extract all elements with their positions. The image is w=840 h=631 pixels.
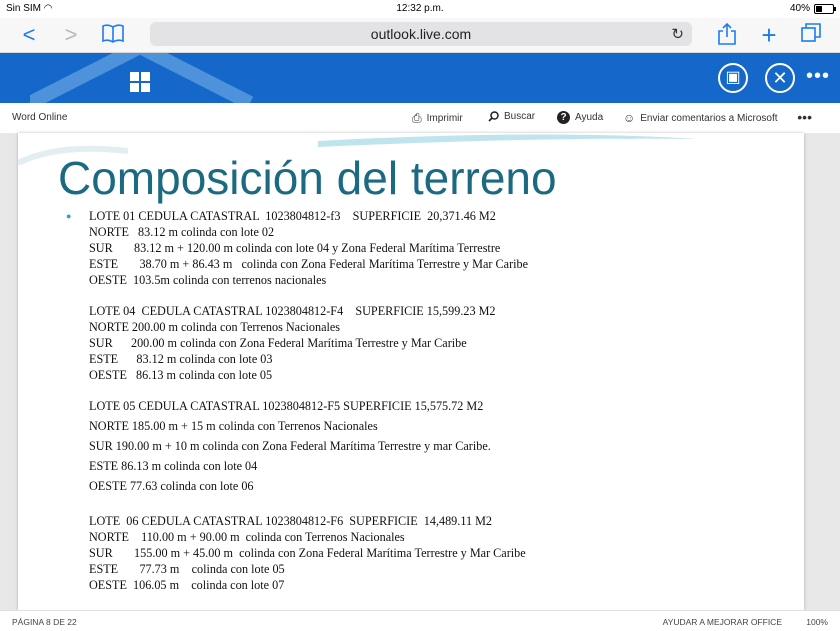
forward-button[interactable]: >	[64, 22, 78, 47]
reading-view-button[interactable]	[718, 63, 748, 93]
lot-description-line: ESTE 38.70 m + 86.43 m colinda con Zona Federal Marítima Terrestre y Mar Caribe	[89, 257, 529, 271]
share-icon	[717, 22, 737, 46]
battery-percent: 40%	[789, 3, 810, 14]
bullet-icon: ●	[66, 211, 72, 221]
lot-description-line: LOTE 05 CEDULA CATASTRAL 1023804812-F5 SUPERFICIE 15,575.72 M2	[89, 399, 484, 413]
smiley-icon: ☺	[623, 111, 636, 125]
lot-description-line: OESTE 86.13 m colinda con lote 05	[89, 368, 273, 382]
word-ribbon	[0, 103, 840, 133]
lot-description-line: ESTE 83.12 m colinda con lote 03	[89, 352, 273, 366]
printer-icon: ⎙	[412, 111, 422, 125]
back-button[interactable]: <	[22, 22, 36, 47]
battery-status	[790, 3, 834, 14]
lot-description-line: OESTE 77.63 colinda con lote 06	[89, 479, 254, 493]
status-footer	[0, 610, 840, 631]
lot-description-line: SUR 200.00 m colinda con Zona Federal Marítima Terrestre y Mar Caribe	[89, 336, 467, 350]
reload-icon[interactable]: ↻	[671, 26, 684, 43]
lot-description-line: NORTE 185.00 m + 15 m colinda con Terrenos Nacionales	[89, 419, 378, 433]
improve-office-link[interactable]: AYUDAR A MEJORAR OFFICE	[662, 617, 782, 627]
reading-view-icon: ▣	[725, 69, 741, 86]
plus-icon: +	[761, 20, 777, 50]
share-button[interactable]	[714, 22, 740, 48]
search-icon	[488, 111, 499, 122]
lot-description-line: LOTE 01 CEDULA CATASTRAL 1023804812-f3 SUPERFICIE 20,371.46 M2	[89, 209, 496, 223]
lot-description-line: NORTE 200.00 m colinda con Terrenos Nacionales	[89, 320, 341, 334]
close-icon: ✕	[772, 68, 788, 88]
help-button[interactable]: ? Ayuda	[557, 111, 603, 124]
app-name: Word Online	[12, 112, 68, 123]
lot-description-line: SUR 190.00 m + 10 m colinda con Zona Federal Marítima Terrestre y mar Caribe.	[89, 439, 491, 453]
feedback-button[interactable]: ☺ Enviar comentarios a Microsoft	[623, 111, 778, 125]
lot-description-line: OESTE 106.05 m colinda con lote 07	[89, 578, 285, 592]
tabs-button[interactable]	[798, 22, 824, 48]
question-icon: ?	[557, 111, 570, 124]
lot-description-line: OESTE 103.5m colinda con terrenos nacionales	[89, 273, 327, 287]
ios-status-bar	[0, 0, 840, 18]
book-icon	[101, 22, 125, 44]
slide-page	[18, 133, 804, 610]
url-text: outlook.live.com	[370, 26, 472, 42]
more-options-icon[interactable]: •••	[805, 65, 830, 87]
clock: 12:32 p.m.	[396, 3, 444, 14]
print-button[interactable]: ⎙ Imprimir	[412, 111, 463, 125]
carrier-label: Sin SIM ◠	[6, 3, 53, 14]
page-indicator: PÁGINA 8 DE 22	[12, 617, 77, 627]
lot-description-line: NORTE 83.12 m colinda con lote 02	[89, 225, 275, 239]
office-header	[0, 53, 840, 103]
wifi-icon: ◠	[43, 3, 53, 14]
bookmarks-button[interactable]	[100, 22, 126, 48]
zoom-level[interactable]: 100%	[806, 617, 828, 627]
lot-description-line: ESTE 86.13 m colinda con lote 04	[89, 459, 258, 473]
app-launcher-icon[interactable]	[130, 72, 150, 97]
search-button[interactable]: Buscar	[488, 111, 535, 122]
tabs-icon	[800, 22, 822, 44]
lot-description-line: ESTE 77.73 m colinda con lote 05	[89, 562, 285, 576]
new-tab-button[interactable]	[756, 22, 782, 48]
battery-icon	[814, 4, 834, 14]
lot-description-line: LOTE 04 CEDULA CATASTRAL 1023804812-F4 SUPERFICIE 15,599.23 M2	[89, 304, 496, 318]
browser-toolbar	[0, 18, 840, 53]
lot-description-line: NORTE 110.00 m + 90.00 m colinda con Terrenos Nacionales	[89, 530, 405, 544]
slide-title: Composición del terreno	[58, 152, 557, 204]
close-button[interactable]	[765, 63, 795, 93]
lot-description-line: SUR 155.00 m + 45.00 m colinda con Zona Federal Marítima Terrestre y Mar Caribe	[89, 546, 526, 560]
lot-description-line: LOTE 06 CEDULA CATASTRAL 1023804812-F6 SUPERFICIE 14,489.11 M2	[89, 514, 493, 528]
ribbon-more-icon[interactable]: •••	[797, 109, 812, 125]
lot-description-line: SUR 83.12 m + 120.00 m colinda con lote 04 y Zona Federal Marítima Terrestre	[89, 241, 501, 255]
address-bar[interactable]	[150, 22, 692, 46]
